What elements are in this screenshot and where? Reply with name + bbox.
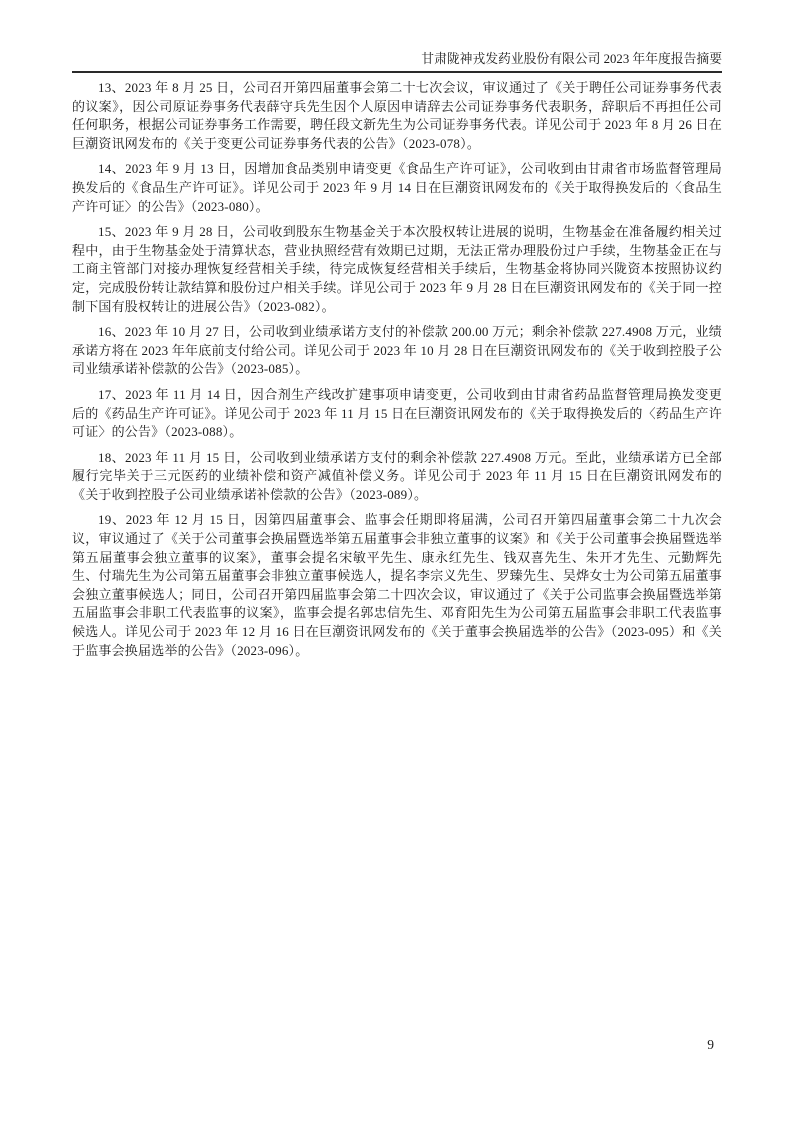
paragraph-item-17: 17、2023 年 11 月 14 日，因合剂生产线改扩建事项申请变更，公司收到由甘肃省药品监督管理局换发变更后的《药品生产许可证》。详见公司于 2023 年 11 月 15 日在巨潮资讯网发布的《关于取得换发后的〈药品生产许可证〉的公告》（2023-088）。 [72,386,722,440]
page-header [72,51,722,68]
page-number: 9 [707,1037,714,1052]
header-title: 甘肃陇神戎发药业股份有限公司 2023 年年度报告摘要 [421,52,722,66]
paragraph-item-16: 16、2023 年 10 月 27 日，公司收到业绩承诺方支付的补偿款 200.00 万元；剩余补偿款 227.4908 万元，业绩承诺方将在 2023 年年底前支付给公司。详见公司于 2023 年 10 月 28 日在巨潮资讯网发布的《关于收到控股子公司业绩承诺补偿款的公告》（2023-085）。 [72,324,722,377]
paragraph-item-15: 15、2023 年 9 月 28 日，公司收到股东生物基金关于本次股权转让进展的说明，生物基金在准备履约相关过程中，由于生物基金处于清算状态，营业执照经营有效期已过期，无法正常办理股份过户手续，生物基金正在与工商主管部门对接办理恢复经营相关手续，待完成恢复经营相关手续后，生物基金将协同兴陇资本按照协议约定，完成股份转让款结算和股份过户相关手续。详见公司于 2023 年 9 月 28 日在巨潮资讯网发布的《关于同一控制下国有股权转让的进展公告》（2023-082）。 [72,224,722,314]
header-rule [72,71,722,73]
paragraph-item-14: 14、2023 年 9 月 13 日，因增加食品类别申请变更《食品生产许可证》，公司收到由甘肃省市场监督管理局换发后的《食品生产许可证》。详见公司于 2023 年 9 月 14 日在巨潮资讯网发布的《关于取得换发后的〈食品生产许可证〉的公告》（2023-080）。 [72,161,722,214]
paragraph-item-19: 19、2023 年 12 月 15 日，因第四届董事会、监事会任期即将届满，公司召开第四届董事会第二十九次会议，审议通过了《关于公司董事会换届暨选举第五届董事会非独立董事的议案》和《关于公司董事会换届暨选举第五届董事会独立董事的议案》，董事会提名宋敏平先生、康永红先生、钱双喜先生、朱开才先生、元勤辉先生、付瑞先生为公司第五届董事会非独立董事候选人，提名李宗义先生、罗臻先生、吴烨女士为公司第五届董事会独立董事候选人；同日，公司召开第四届监事会第二十四次会议，审议通过了《关于公司监事会换届暨选举第五届监事会非职工代表监事的议案》，监事会提名郭忠信先生、邓育阳先生为公司第五届监事会非职工代表监事候选人。详见公司于 2023 年 12 月 16 日在巨潮资讯网发布的《关于董事会换届选举的公告》（2023-095）和《关于监事会换届选举的公告》（2023-096）。 [72,512,722,658]
paragraph-item-18: 18、2023 年 11 月 15 日，公司收到业绩承诺方支付的剩余补偿款 227.4908 万元。至此，业绩承诺方已全部履行完毕关于三元医药的业绩补偿和资产减值补偿义务。详见公司于 2023 年 11 月 15 日在巨潮资讯网发布的《关于收到控股子公司业绩承诺补偿款的公告》（2023-089）。 [72,449,722,502]
document-body [72,79,722,667]
page-footer [72,1036,722,1053]
paragraph-item-13: 13、2023 年 8 月 25 日，公司召开第四届董事会第二十七次会议，审议通过了《关于聘任公司证券事务代表的议案》，因公司原证券事务代表薛守兵先生因个人原因申请辞去公司证券事务代表职务，辞职后不再担任公司任何职务，根据公司证券事务工作需要，聘任段文新先生为公司证券事务代表。详见公司于 2023 年 8 月 26 日在巨潮资讯网发布的《关于变更公司证券事务代表的公告》（2023-078）。 [72,80,722,151]
